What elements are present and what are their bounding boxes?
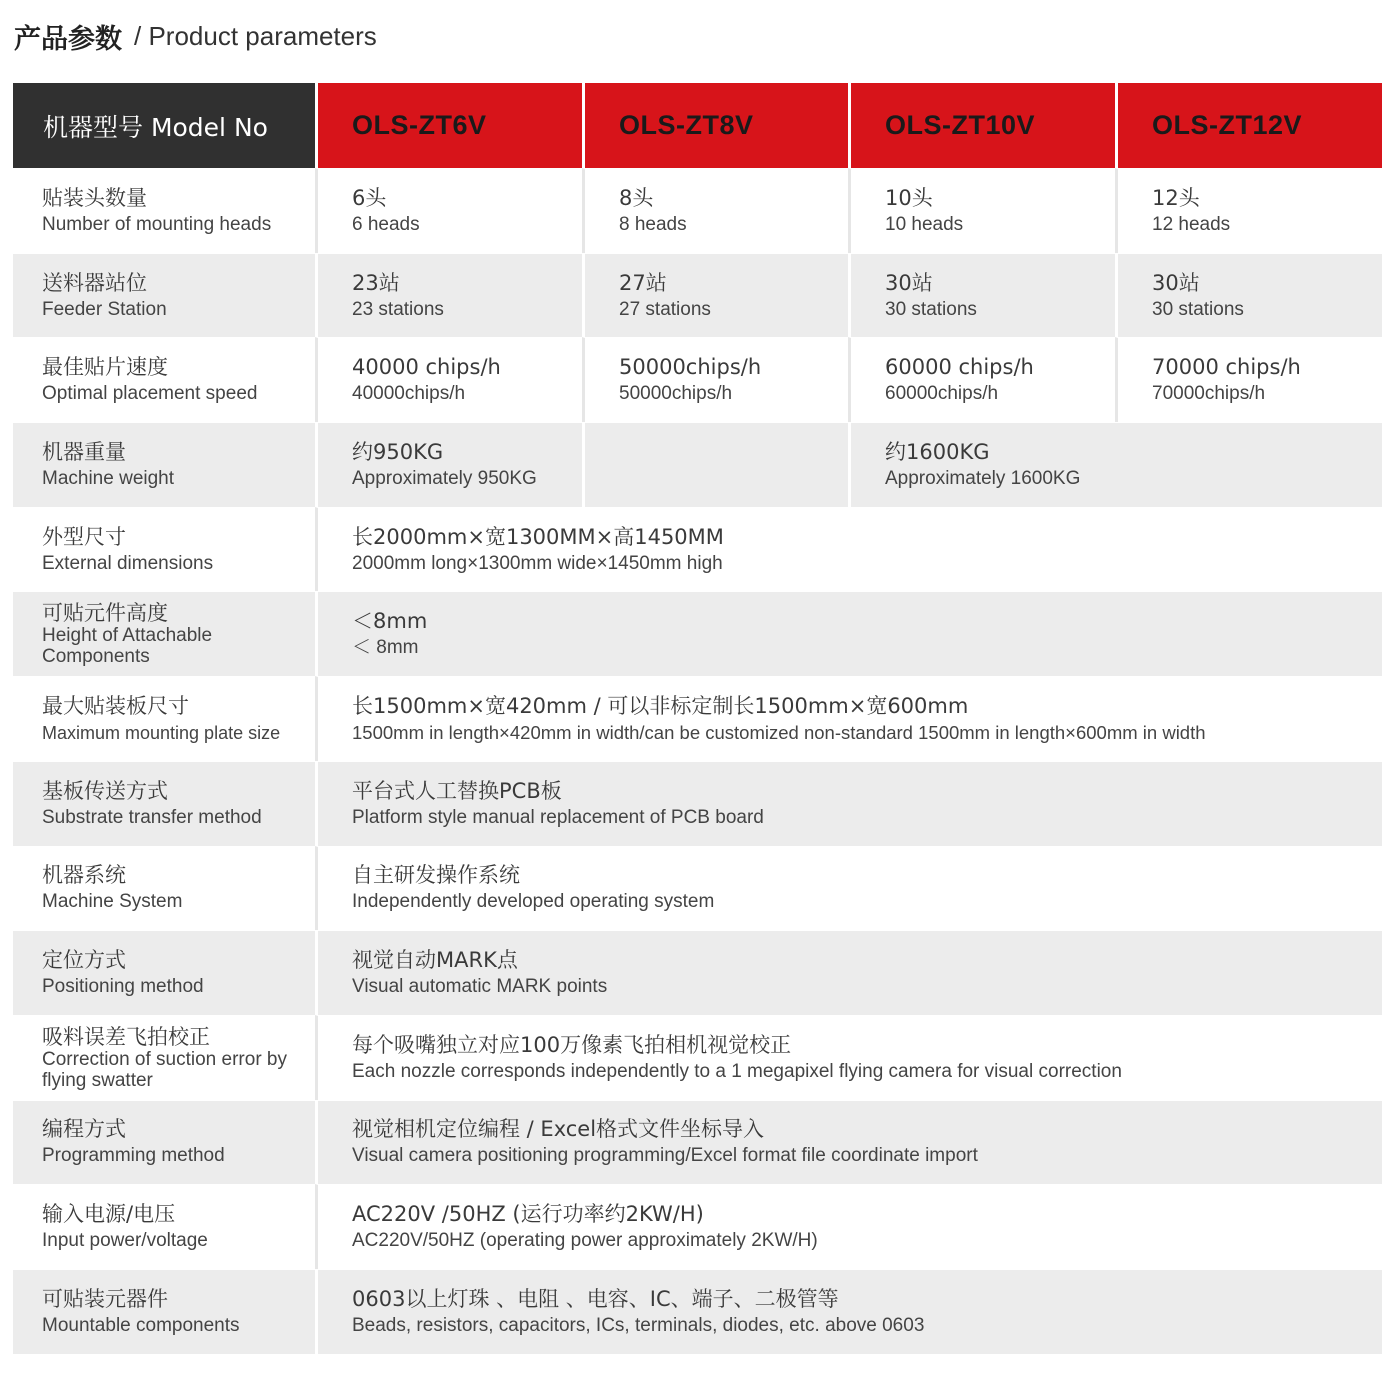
row-label-cn: 可贴元件高度 <box>42 601 168 626</box>
value-en: 70000chips/h <box>1152 383 1266 405</box>
row-label <box>13 507 315 592</box>
table-row <box>13 507 1382 592</box>
table-row <box>13 337 1382 422</box>
value-cell <box>315 1015 1382 1100</box>
value-cell <box>315 761 1382 846</box>
value-cell <box>315 846 1382 931</box>
value-cell <box>315 337 582 422</box>
value-cell <box>315 1100 1382 1185</box>
value-en: Approximately 1600KG <box>885 467 1081 489</box>
row-label <box>13 1184 315 1269</box>
value-cell <box>315 1269 1382 1354</box>
value-en: 1500mm in length×420mm in width/can be customized non-standard 1500mm in length×600mm in width <box>352 721 1206 743</box>
row-label <box>13 930 315 1015</box>
row-label-en: Machine weight <box>42 467 175 489</box>
row-label-en: Maximum mounting plate size <box>42 722 281 743</box>
value-en: 60000chips/h <box>885 383 999 405</box>
row-label <box>13 761 315 846</box>
table-row <box>13 1100 1382 1185</box>
value-cn: 27站 <box>619 270 667 295</box>
value-en: 8 heads <box>619 213 687 235</box>
value-en: Beads, resistors, capacitors, ICs, terminals, diodes, etc. above 0603 <box>352 1314 925 1336</box>
row-label <box>13 1269 315 1354</box>
table-row <box>13 846 1382 931</box>
table-row <box>13 591 1382 676</box>
row-label <box>13 168 315 253</box>
row-label-en: Number of mounting heads <box>42 213 272 235</box>
row-label <box>13 846 315 931</box>
header-model-zt8v: OLS-ZT8V <box>582 83 848 168</box>
header-model-no-label: 机器型号 Model No <box>13 83 315 168</box>
table-row <box>13 1184 1382 1269</box>
row-label <box>13 337 315 422</box>
row-label-en: Input power/voltage <box>42 1230 208 1252</box>
value-cell <box>1115 168 1382 253</box>
row-label-en: Mountable components <box>42 1314 240 1336</box>
row-label-cn: 送料器站位 <box>42 270 147 295</box>
value-cn: 30站 <box>885 270 933 295</box>
value-cn: 60000 chips/h <box>885 355 1034 380</box>
value-cn: 自主研发操作系统 <box>352 863 520 888</box>
value-cn: 12头 <box>1152 185 1200 210</box>
value-cn: 10头 <box>885 185 933 210</box>
row-label-cn: 定位方式 <box>42 948 126 973</box>
value-cell <box>1115 337 1382 422</box>
value-cell <box>315 422 582 507</box>
value-cell <box>848 253 1115 338</box>
value-cell <box>315 930 1382 1015</box>
row-label-en: Machine System <box>42 891 183 913</box>
value-en: 12 heads <box>1152 213 1231 235</box>
row-label-cn: 机器重量 <box>42 439 126 464</box>
value-en: 6 heads <box>352 213 420 235</box>
table-row <box>13 930 1382 1015</box>
row-label-en: Substrate transfer method <box>42 806 262 828</box>
row-label-cn: 可贴装元器件 <box>42 1286 168 1311</box>
row-label-cn: 编程方式 <box>42 1117 126 1142</box>
row-label-cn: 外型尺寸 <box>42 524 126 549</box>
table-row <box>13 1269 1382 1354</box>
row-label-cn: 最佳贴片速度 <box>42 355 168 380</box>
value-cn: 约1600KG <box>885 439 990 464</box>
row-label-cn: 吸料误差飞拍校正 <box>42 1024 210 1049</box>
value-en: 40000chips/h <box>352 383 466 405</box>
value-en: 23 stations <box>352 298 444 320</box>
row-label-cn: 最大贴装板尺寸 <box>42 693 189 718</box>
page-title-cn: 产品参数 <box>14 23 122 55</box>
row-label-cn: 贴装头数量 <box>42 185 147 210</box>
value-cn: 每个吸嘴独立对应100万像素飞拍相机视觉校正 <box>352 1032 792 1057</box>
row-label <box>13 422 315 507</box>
value-cell <box>315 1184 1382 1269</box>
value-en: AC220V/50HZ (operating power approximately 2KW/H) <box>352 1230 818 1252</box>
value-cell <box>848 337 1115 422</box>
value-cn: 视觉相机定位编程 / Excel格式文件坐标导入 <box>352 1117 765 1142</box>
value-cn: 23站 <box>352 270 400 295</box>
row-label-cn: 基板传送方式 <box>42 778 168 803</box>
row-label <box>13 591 315 676</box>
value-cn: 70000 chips/h <box>1152 355 1301 380</box>
value-cell <box>848 168 1115 253</box>
value-cn: 8头 <box>619 185 654 210</box>
row-label <box>13 1100 315 1185</box>
table-row <box>13 253 1382 338</box>
row-label-en: Correction of suction error by flying swatter <box>42 1048 287 1091</box>
value-cell <box>582 337 848 422</box>
value-cn: 6头 <box>352 185 387 210</box>
value-cn: 40000 chips/h <box>352 355 501 380</box>
value-cell <box>315 676 1382 761</box>
value-cell <box>315 591 1382 676</box>
header-model-zt6v: OLS-ZT6V <box>315 83 582 168</box>
row-label <box>13 676 315 761</box>
value-en: ＜ 8mm <box>352 637 419 659</box>
value-cell-empty <box>582 422 848 507</box>
row-label-en: Height of Attachable Components <box>42 625 213 668</box>
value-cell <box>315 253 582 338</box>
value-en: 27 stations <box>619 298 711 320</box>
value-en: 10 heads <box>885 213 964 235</box>
value-en: Visual camera positioning programming/Excel format file coordinate import <box>352 1145 978 1167</box>
header-model-zt12v: OLS-ZT12V <box>1115 83 1382 168</box>
row-label-en: Optimal placement speed <box>42 383 258 405</box>
value-en: 30 stations <box>1152 298 1244 320</box>
row-label-en: Positioning method <box>42 976 204 998</box>
header-model-zt10v: OLS-ZT10V <box>848 83 1115 168</box>
row-label-en: Programming method <box>42 1145 225 1167</box>
table-header-row <box>13 83 1382 168</box>
page-title <box>14 14 377 58</box>
row-label-cn: 输入电源/电压 <box>42 1202 176 1227</box>
value-cn: 30站 <box>1152 270 1200 295</box>
row-label <box>13 1015 315 1100</box>
value-en: 50000chips/h <box>619 383 733 405</box>
value-cell <box>848 422 1382 507</box>
product-parameters-table <box>13 83 1382 1354</box>
table-row <box>13 168 1382 253</box>
value-en: 30 stations <box>885 298 977 320</box>
row-label <box>13 253 315 338</box>
value-cn: 视觉自动MARK点 <box>352 948 518 973</box>
value-cn: 0603以上灯珠 、电阻 、电容、IC、端子、二极管等 <box>352 1286 839 1311</box>
value-en: Platform style manual replacement of PCB board <box>352 806 764 828</box>
value-cn: 约950KG <box>352 439 444 464</box>
value-cell <box>315 507 1382 592</box>
table-row <box>13 761 1382 846</box>
row-label-en: External dimensions <box>42 552 214 574</box>
value-en: Visual automatic MARK points <box>352 976 608 998</box>
value-cn: 50000chips/h <box>619 355 762 380</box>
value-cn: ＜8mm <box>352 609 428 634</box>
row-label-cn: 机器系统 <box>42 863 126 888</box>
value-cell <box>1115 253 1382 338</box>
value-cn: 长1500mm×宽420mm / 可以非标定制长1500mm×宽600mm <box>352 693 969 718</box>
value-cell <box>582 253 848 338</box>
value-cn: AC220V /50HZ (运行功率约2KW/H) <box>352 1202 704 1227</box>
page-title-en: / Product parameters <box>134 20 377 51</box>
table-row <box>13 1015 1382 1100</box>
value-cn: 平台式人工替换PCB板 <box>352 778 562 803</box>
value-cell <box>582 168 848 253</box>
value-en: 2000mm long×1300mm wide×1450mm high <box>352 552 723 574</box>
row-label-en: Feeder Station <box>42 298 167 320</box>
value-en: Independently developed operating system <box>352 891 715 913</box>
value-cn: 长2000mm×宽1300MM×高1450MM <box>352 524 724 549</box>
table-row <box>13 422 1382 507</box>
value-cell <box>315 168 582 253</box>
table-row <box>13 676 1382 761</box>
value-en: Approximately 950KG <box>352 467 537 489</box>
value-en: Each nozzle corresponds independently to a 1 megapixel flying camera for visual correction <box>352 1060 1122 1082</box>
